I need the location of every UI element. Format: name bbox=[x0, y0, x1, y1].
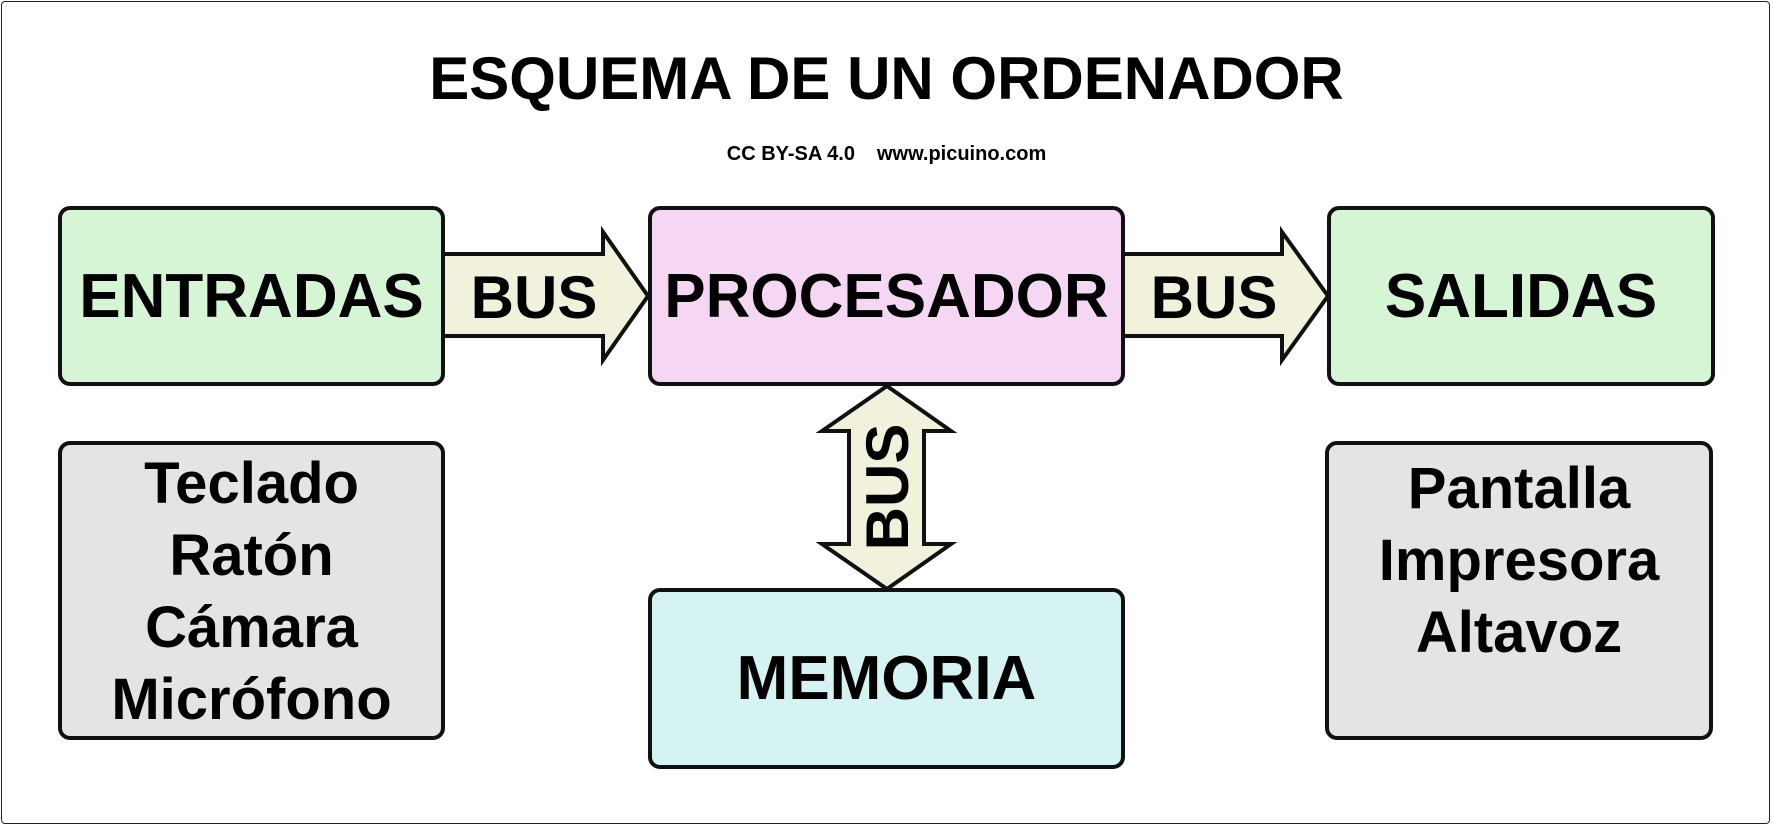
memory-block bbox=[648, 588, 1125, 769]
inputs-label: ENTRADAS bbox=[79, 261, 424, 331]
device-screen: Pantalla bbox=[1407, 456, 1631, 521]
diagram-title: ESQUEMA DE UN ORDENADOR bbox=[429, 45, 1344, 112]
device-camera: Cámara bbox=[145, 594, 358, 660]
processor-block bbox=[648, 206, 1125, 386]
memory-label: MEMORIA bbox=[736, 644, 1037, 713]
outputs-block bbox=[1327, 206, 1715, 386]
device-mouse: Ratón bbox=[169, 522, 334, 588]
inputs-block bbox=[58, 206, 445, 386]
device-printer: Impresora bbox=[1378, 528, 1660, 593]
device-keyboard: Teclado bbox=[144, 450, 359, 516]
outputs-label: SALIDAS bbox=[1384, 261, 1658, 331]
processor-label: PROCESADOR bbox=[664, 261, 1109, 331]
output-devices-block bbox=[1325, 441, 1713, 740]
output-bus-label: BUS bbox=[1150, 264, 1278, 331]
website-text: www.picuino.com bbox=[876, 143, 1047, 165]
input-devices-block bbox=[58, 441, 445, 740]
memory-bus-label: BUS bbox=[854, 423, 921, 551]
device-speaker: Altavoz bbox=[1415, 600, 1623, 665]
input-bus-label: BUS bbox=[470, 264, 598, 331]
device-microphone: Micrófono bbox=[111, 666, 392, 732]
license-text: CC BY-SA 4.0 bbox=[726, 143, 855, 165]
